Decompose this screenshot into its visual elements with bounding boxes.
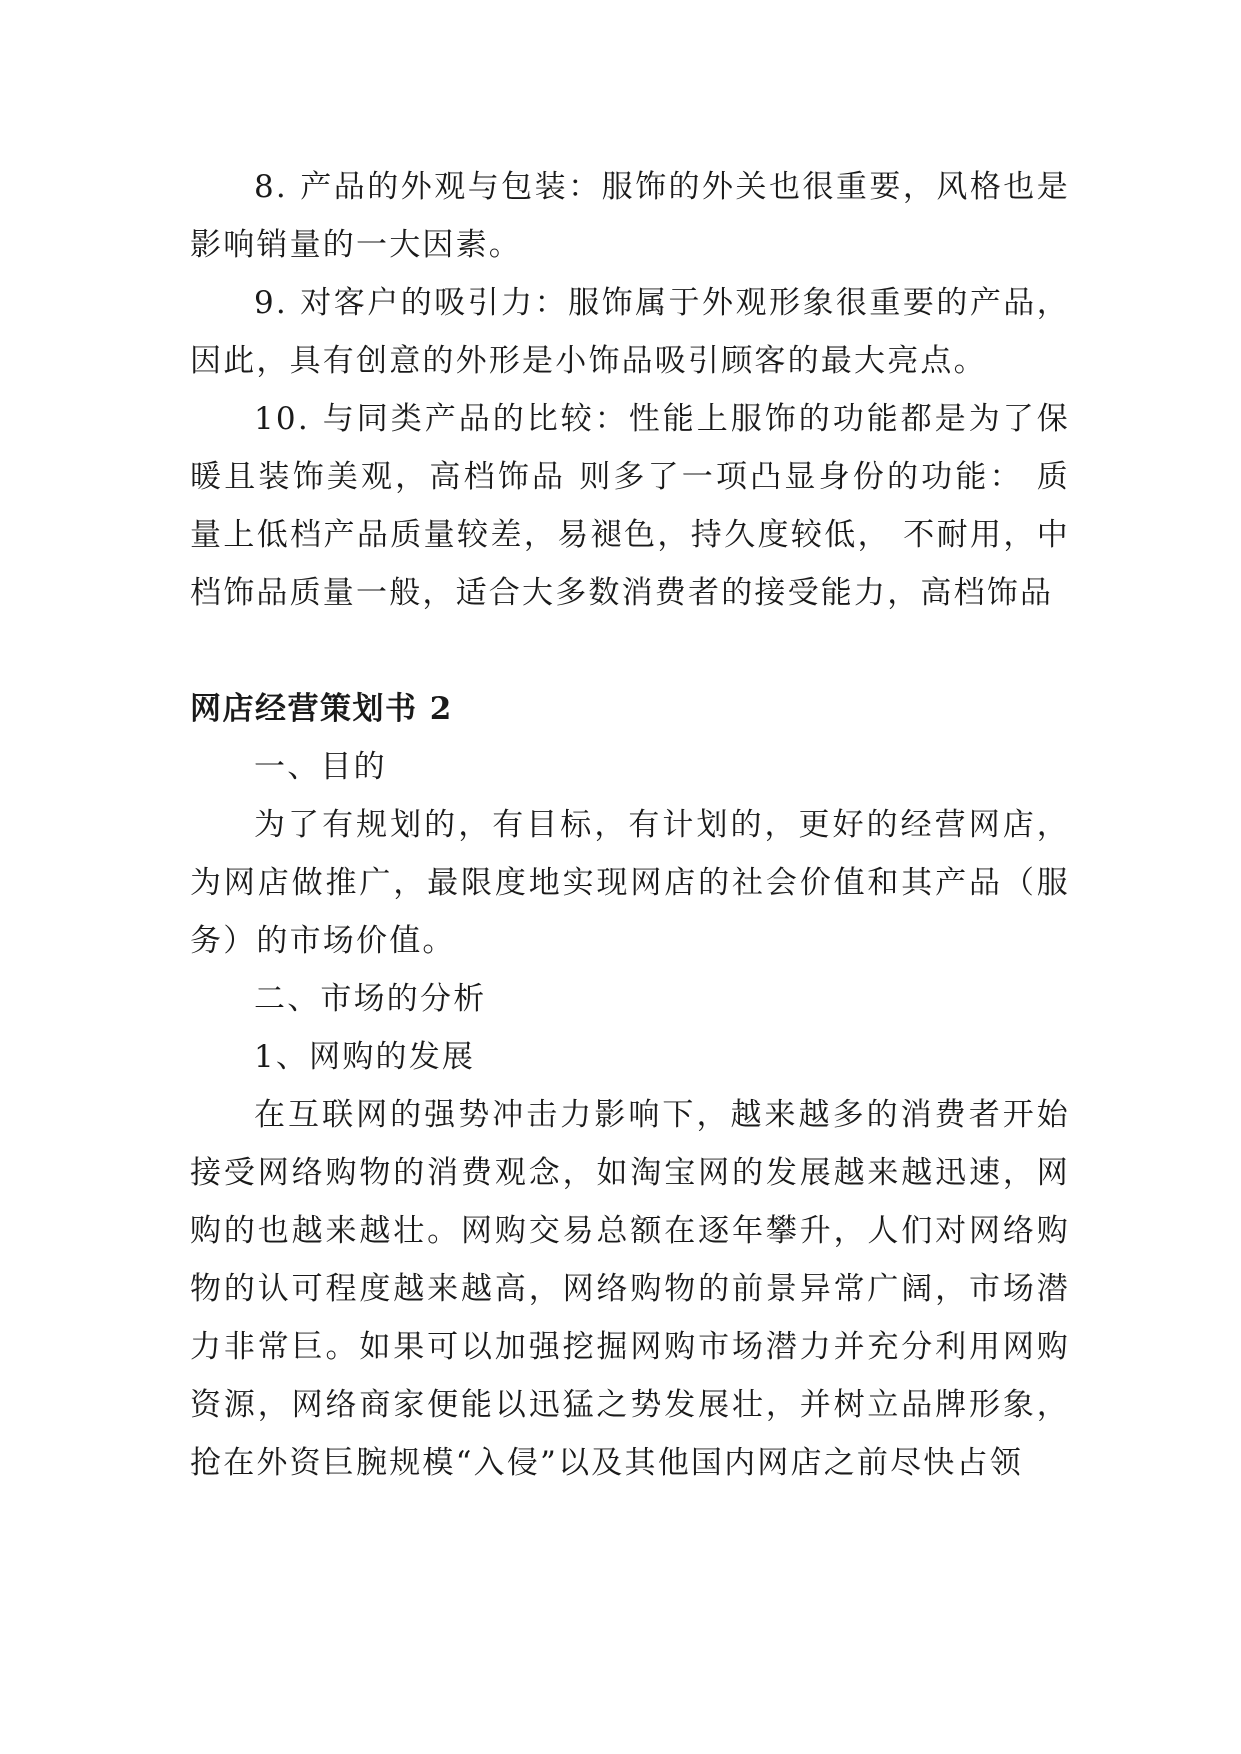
paragraph-online-shopping: 在互联网的强势冲击力影响下，越来越多的消费者开始接受网络购物的消费观念，如淘宝网的发展越来越迅速，网购的也越来越壮。网购交易总额在逐年攀升，人们对网络购物的认可程度越来越高，网络购物的前景异常广阔，市场潜力非常巨。如果可以加强挖掘网购市场潜力并充分利用网购资源，网络商家便能以迅猛之势发展壮，并树立品牌形象，抢在外资巨腕规模“入侵”以及其他国内网店之前尽快占领: [190, 1097, 1070, 1481]
paragraph-customer-attraction: 9. 对客户的吸引力：服饰属于外观形象很重要的产品，因此，具有创意的外形是小饰品吸引顾客的最大亮点。: [190, 285, 1070, 379]
paragraph-product-comparison: 10. 与同类产品的比较：性能上服饰的功能都是为了保暖且装饰美观，高档饰品 则多了一项凸显身份的功能： 质量上低档产品质量较差，易褪色，持久度较低， 不耐用，中档饰品质量一般，适合大多数消费者的接受能力，高档饰品: [190, 401, 1070, 611]
document-body: [190, 158, 1070, 1492]
heading-online-shopping: 1、网购的发展: [254, 1039, 476, 1075]
heading-market-analysis: 二、市场的分析: [254, 981, 487, 1017]
document-title: 网店经营策划书 2: [190, 691, 453, 727]
heading-purpose: 一、目的: [254, 749, 387, 785]
paragraph-purpose: 为了有规划的，有目标，有计划的，更好的经营网店，为网店做推广，最限度地实现网店的社会价值和其产品（服务）的市场价值。: [190, 807, 1070, 959]
paragraph-appearance-packaging: 8. 产品的外观与包装：服饰的外关也很重要，风格也是影响销量的一大因素。: [190, 169, 1070, 263]
